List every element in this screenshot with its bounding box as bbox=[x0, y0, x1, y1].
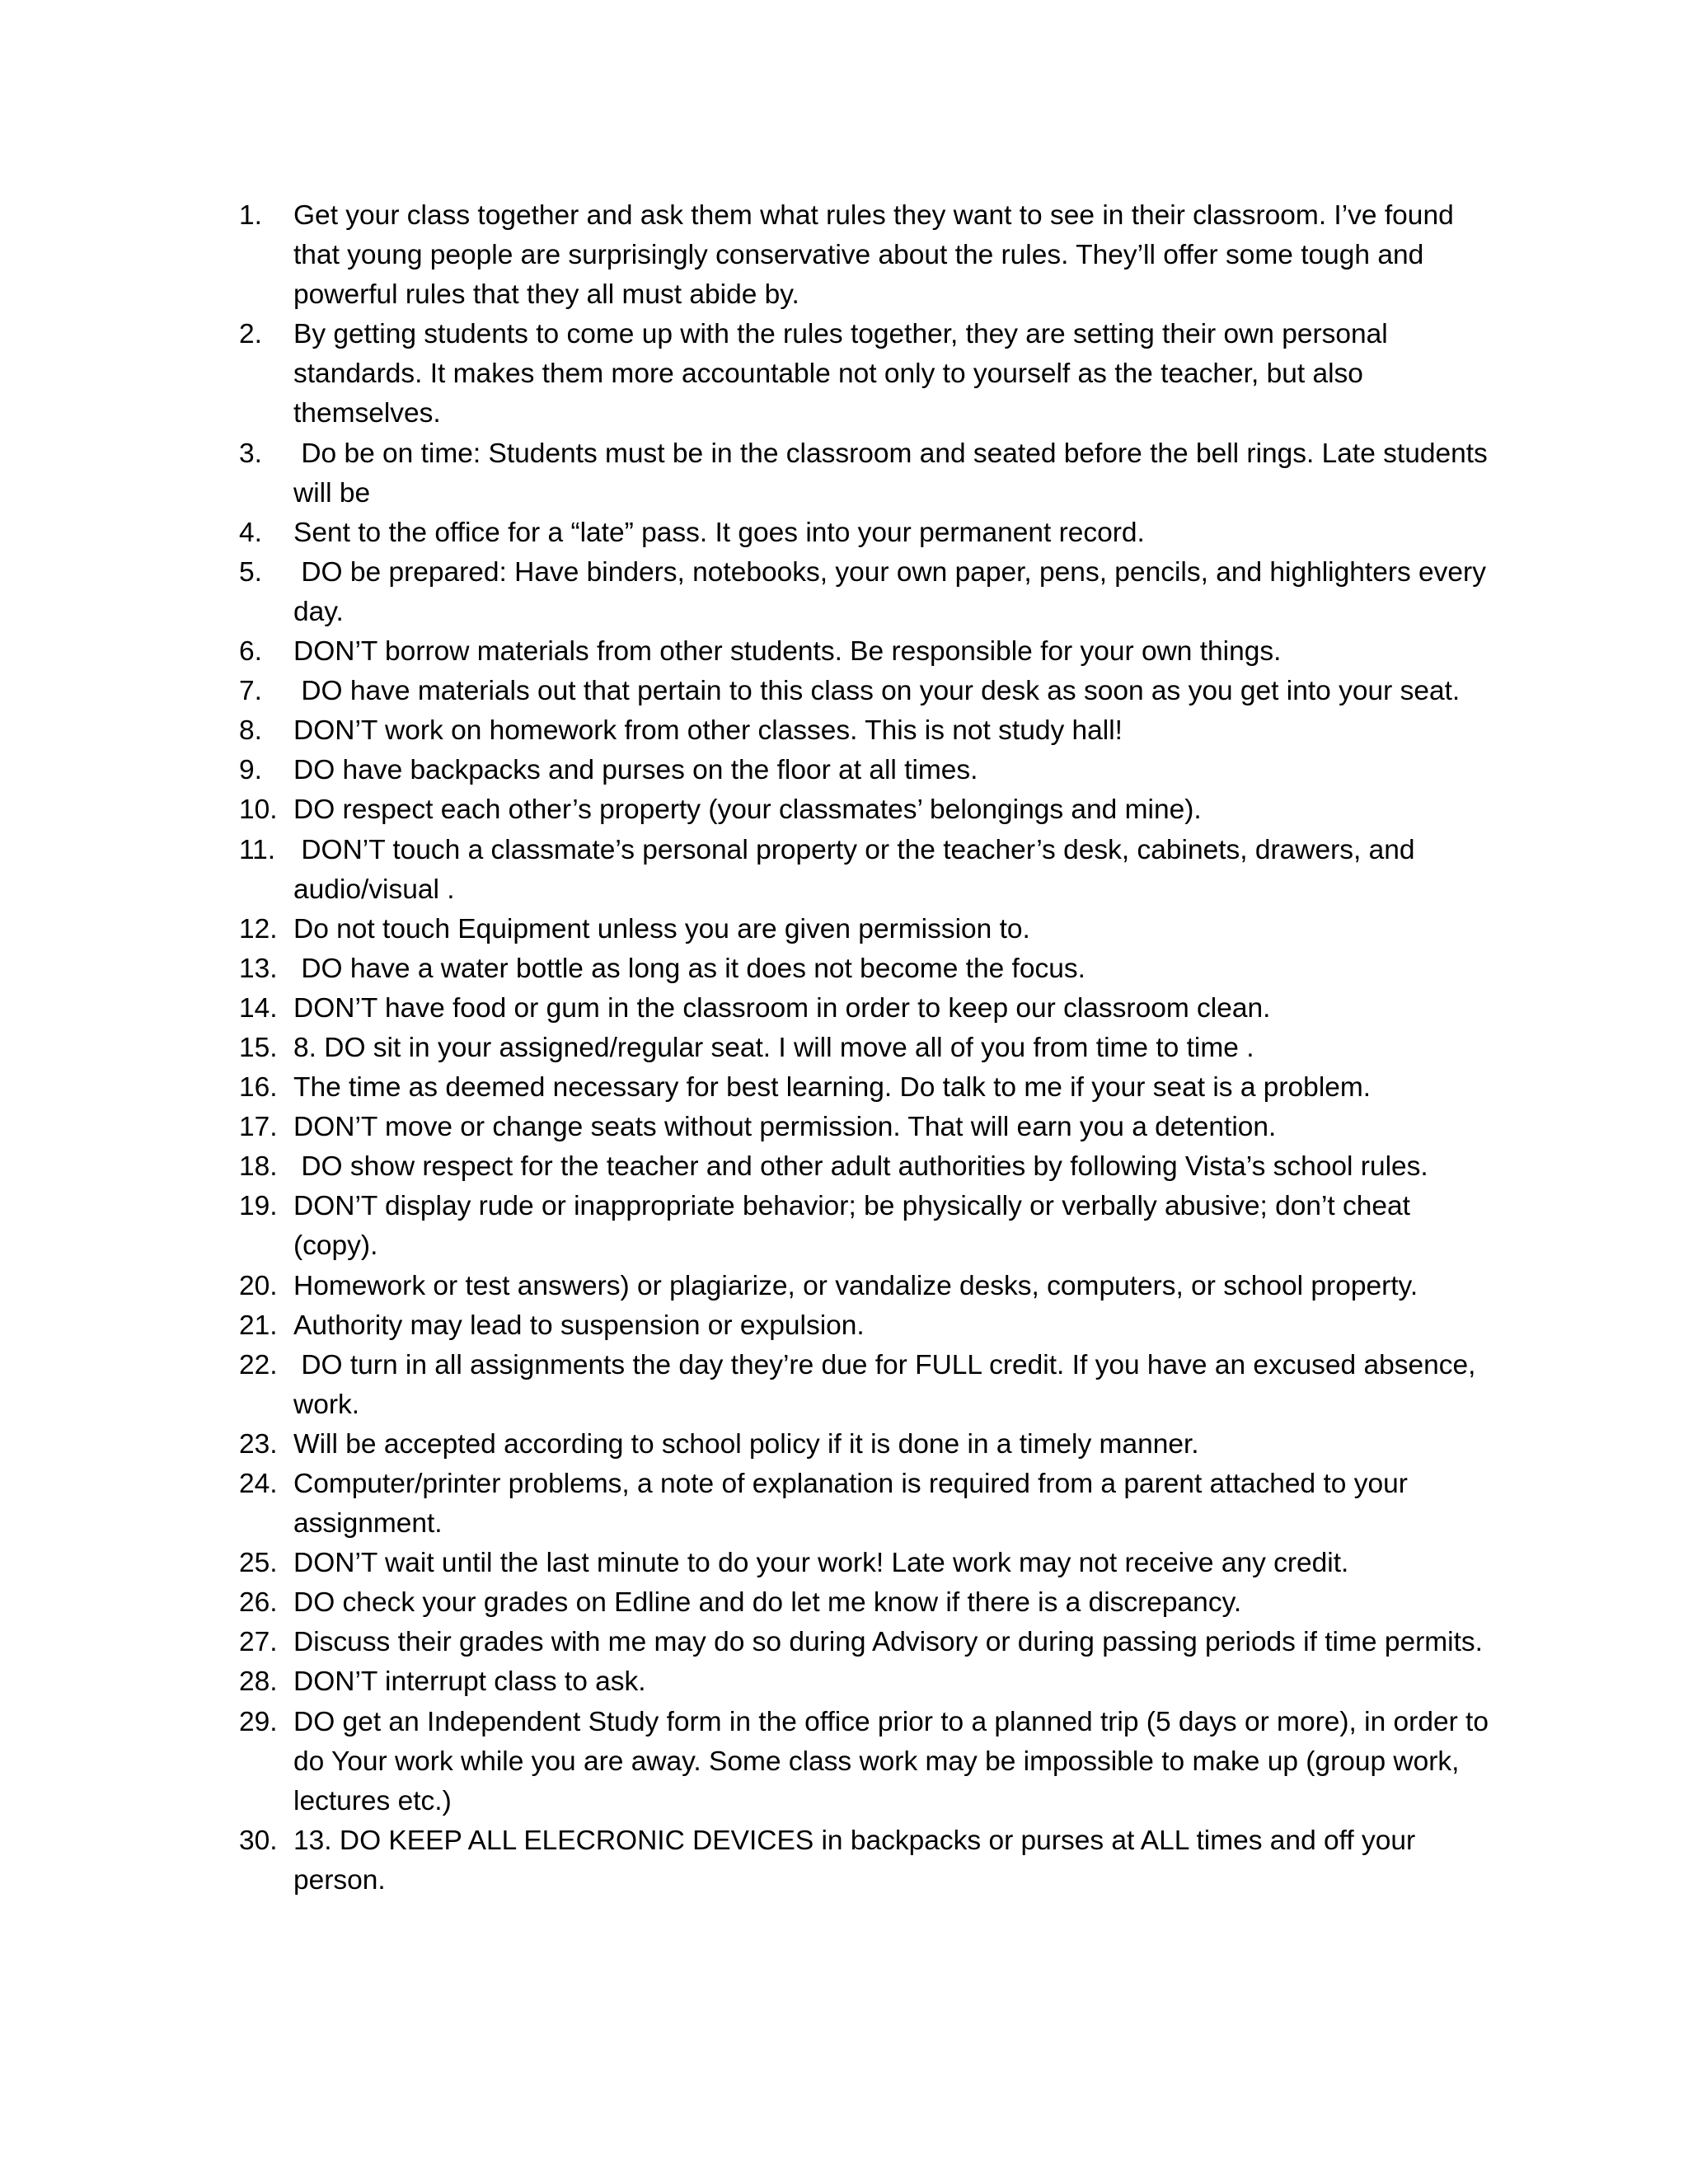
list-item-text: DON’T wait until the last minute to do your work! Late work may not receive any credit. bbox=[293, 1548, 1349, 1579]
list-item-text: DO have backpacks and purses on the floor at all times. bbox=[293, 755, 978, 786]
list-item bbox=[239, 1623, 1492, 1662]
list-item-number: 7. bbox=[239, 676, 262, 707]
list-item-number: 20. bbox=[239, 1270, 278, 1301]
list-item-number: 21. bbox=[239, 1310, 278, 1341]
list-item-number: 28. bbox=[239, 1666, 278, 1698]
list-item-text: Computer/printer problems, a note of explanation is required from a parent attached to your assignment. bbox=[293, 1469, 1416, 1540]
list-item-number: 19. bbox=[239, 1191, 278, 1222]
list-item-number: 25. bbox=[239, 1548, 278, 1579]
list-item bbox=[239, 1029, 1492, 1068]
list-item bbox=[239, 1662, 1492, 1702]
list-item-text: 8. DO sit in your assigned/regular seat. I will move all of you from time to time . bbox=[293, 1032, 1254, 1063]
list-item-number: 24. bbox=[239, 1469, 278, 1499]
list-item-number: 6. bbox=[239, 636, 262, 668]
list-item bbox=[239, 1465, 1492, 1544]
list-item bbox=[239, 1267, 1492, 1306]
list-item bbox=[239, 513, 1492, 553]
list-item-text: DO have a water bottle as long as it does not become the focus. bbox=[293, 953, 1085, 984]
list-item-text: DON’T display rude or inappropriate behavior; be physically or verbally abusive; don’t cheat (copy). bbox=[293, 1191, 1418, 1262]
list-item-text: DO be prepared: Have binders, notebooks, your own paper, pens, pencils, and highlighters every day. bbox=[293, 556, 1494, 627]
list-item-number: 17. bbox=[239, 1112, 278, 1143]
list-item-number: 18. bbox=[239, 1151, 278, 1183]
list-item bbox=[239, 790, 1492, 830]
list-item-text: Will be accepted according to school policy if it is done in a timely manner. bbox=[293, 1428, 1199, 1460]
list-item-text: Authority may lead to suspension or expulsion. bbox=[293, 1310, 865, 1341]
list-item-number: 1. bbox=[239, 200, 262, 231]
list-item-number: 11. bbox=[239, 834, 276, 865]
list-item-text: Do be on time: Students must be in the classroom and seated before the bell rings. Late students will be bbox=[293, 438, 1496, 509]
list-item-number: 29. bbox=[239, 1706, 278, 1737]
list-item-number: 30. bbox=[239, 1825, 278, 1856]
list-item-number: 12. bbox=[239, 913, 278, 944]
list-item-number: 2. bbox=[239, 319, 262, 350]
list-item bbox=[239, 1544, 1492, 1583]
list-item-text: DO get an Independent Study form in the office prior to a planned trip (5 days or more), in order to do Your work while you are away. Some class work may be impossible to make up (group work, lectures etc.) bbox=[293, 1706, 1497, 1816]
list-item bbox=[239, 1068, 1492, 1108]
list-item-number: 13. bbox=[239, 953, 278, 984]
list-item bbox=[239, 1346, 1492, 1425]
list-item bbox=[239, 315, 1492, 434]
list-item-text: DO turn in all assignments the day they’re due for FULL credit. If you have an excused absence, work. bbox=[293, 1349, 1484, 1420]
list-item bbox=[239, 1306, 1492, 1346]
list-item bbox=[239, 1703, 1497, 1821]
list-item bbox=[239, 1108, 1492, 1147]
list-item bbox=[239, 1425, 1492, 1465]
list-item-text: Get your class together and ask them what rules they want to see in their classroom. I’ve found that young people are surprisingly conservative about the rules. They’ll offer some tough and powerful rules that they all must abide by. bbox=[293, 200, 1462, 311]
list-item bbox=[239, 672, 1492, 711]
list-item-text: Sent to the office for a “late” pass. It goes into your permanent record. bbox=[293, 517, 1145, 548]
list-item-text: Do not touch Equipment unless you are given permission to. bbox=[293, 913, 1030, 944]
list-item-number: 3. bbox=[239, 438, 262, 469]
list-item bbox=[239, 1821, 1492, 1900]
list-item-number: 15. bbox=[239, 1032, 278, 1063]
list-item-number: 5. bbox=[239, 556, 262, 588]
list-item bbox=[239, 196, 1492, 315]
list-item bbox=[239, 553, 1492, 632]
list-item bbox=[239, 1583, 1492, 1623]
rules-list bbox=[239, 196, 1497, 1900]
list-item-text: DO respect each other’s property (your classmates’ belongings and mine). bbox=[293, 794, 1202, 826]
list-item-text: Discuss their grades with me may do so during Advisory or during passing periods if time permits. bbox=[293, 1627, 1483, 1658]
list-item-text: DON’T have food or gum in the classroom in order to keep our classroom clean. bbox=[293, 992, 1271, 1024]
list-item-number: 16. bbox=[239, 1072, 278, 1104]
list-item-text: DO have materials out that pertain to this class on your desk as soon as you get into your seat. bbox=[293, 676, 1461, 707]
list-item-text: DON’T work on homework from other classes. This is not study hall! bbox=[293, 715, 1123, 747]
list-item-text: DO check your grades on Edline and do let me know if there is a discrepancy. bbox=[293, 1587, 1242, 1619]
list-item bbox=[239, 1147, 1492, 1187]
list-item-text: By getting students to come up with the rules together, they are setting their own personal standards. It makes them more accountable not only to yourself as the teacher, but also themselves. bbox=[293, 319, 1396, 429]
list-item bbox=[239, 751, 1492, 790]
list-item-text: DON’T borrow materials from other students. Be responsible for your own things. bbox=[293, 636, 1282, 668]
list-item-text: DON’T move or change seats without permission. That will earn you a detention. bbox=[293, 1112, 1277, 1143]
list-item bbox=[239, 910, 1492, 949]
list-item bbox=[239, 434, 1496, 513]
list-item bbox=[239, 831, 1492, 910]
list-item-text: The time as deemed necessary for best learning. Do talk to me if your seat is a problem. bbox=[293, 1072, 1372, 1104]
list-item-text: Homework or test answers) or plagiarize, or vandalize desks, computers, or school property. bbox=[293, 1270, 1418, 1301]
list-item-number: 8. bbox=[239, 715, 262, 747]
list-item-number: 4. bbox=[239, 517, 262, 548]
list-item bbox=[239, 1187, 1492, 1266]
list-item-number: 22. bbox=[239, 1349, 278, 1380]
list-item-number: 14. bbox=[239, 992, 278, 1024]
list-item-text: DON’T touch a classmate’s personal property or the teacher’s desk, cabinets, drawers, and audio/visual . bbox=[293, 834, 1423, 905]
list-item bbox=[239, 949, 1492, 989]
list-item-number: 27. bbox=[239, 1627, 278, 1658]
list-item bbox=[239, 632, 1492, 672]
list-item-number: 26. bbox=[239, 1587, 278, 1619]
list-item-number: 9. bbox=[239, 755, 262, 786]
list-item bbox=[239, 711, 1492, 751]
list-item-text: DO show respect for the teacher and other adult authorities by following Vista’s school rules. bbox=[293, 1151, 1428, 1183]
list-item-text: 13. DO KEEP ALL ELECRONIC DEVICES in backpacks or purses at ALL times and off your person. bbox=[293, 1825, 1423, 1896]
list-item-number: 10. bbox=[239, 794, 278, 826]
list-item-text: DON’T interrupt class to ask. bbox=[293, 1666, 646, 1698]
list-item-number: 23. bbox=[239, 1428, 278, 1460]
list-item bbox=[239, 989, 1492, 1029]
